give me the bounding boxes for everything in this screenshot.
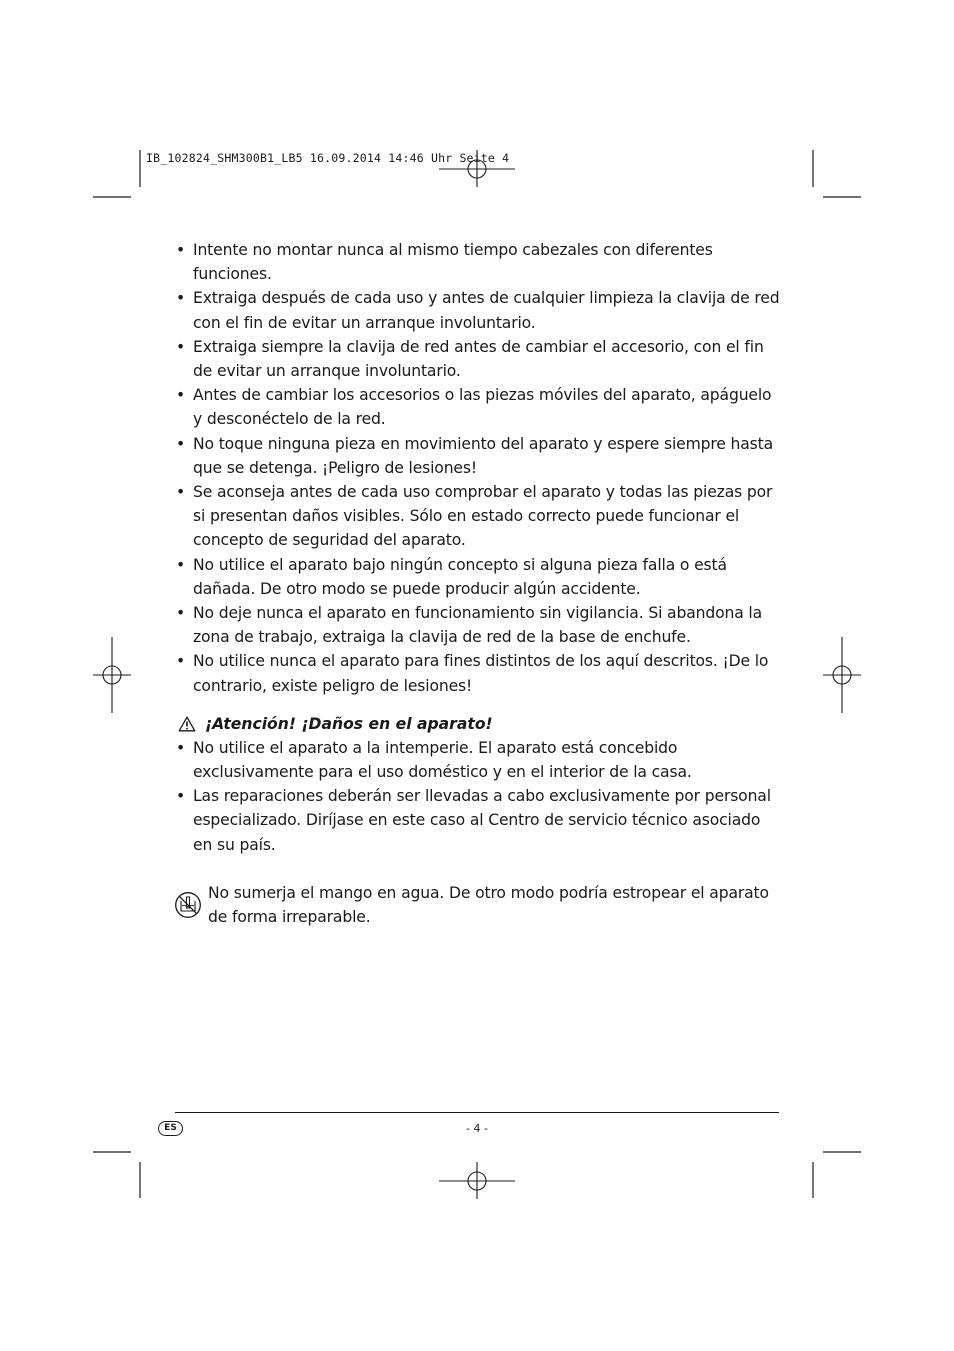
footer-divider — [175, 1112, 779, 1113]
list-item-text: Antes de cambiar los accesorios o las piezas móviles del aparato, apáguelo y desconéctelo de la red. — [193, 386, 772, 429]
list-item — [174, 480, 784, 553]
bullet-icon: • — [176, 337, 186, 356]
list-item — [174, 238, 784, 286]
list-item — [174, 601, 784, 649]
list-item-text: Extraiga después de cada uso y antes de cualquier limpieza la clavija de red con el fin de evitar un arranque involuntario. — [193, 289, 780, 332]
list-item — [174, 736, 784, 784]
list-item-text: No toque ninguna pieza en movimiento del aparato y espere siempre hasta que se detenga. ¡Peligro de lesiones! — [193, 434, 774, 477]
safety-list — [174, 238, 784, 698]
immersion-note — [174, 881, 784, 929]
bullet-icon: • — [176, 241, 186, 259]
bullet-icon: • — [176, 652, 186, 671]
list-item — [174, 553, 784, 601]
list-item-text: No utilice nunca el aparato para fines distintos de los aquí descritos. ¡De lo contrario, existe peligro de lesiones! — [193, 652, 769, 695]
note-text: No sumerja el mango en agua. De otro modo podría estropear el aparato de forma irreparable. — [208, 883, 769, 927]
list-item — [174, 335, 784, 383]
list-item-text: No utilice el aparato a la intemperie. El aparato está concebido exclusivamente para el uso doméstico y en el interior de la casa. — [193, 738, 692, 782]
bullet-icon: • — [176, 289, 186, 308]
list-item-text: Intente no montar nunca al mismo tiempo cabezales con diferentes funciones. — [193, 241, 713, 284]
warning-heading-text: ¡Atención! ¡Daños en el aparato! — [205, 714, 493, 733]
list-item — [174, 649, 784, 697]
list-item-text: No deje nunca el aparato en funcionamiento sin vigilancia. Si abandona la zona de trabajo, extraiga la clavija de red de la base de enchufe. — [193, 604, 763, 647]
bullet-icon: • — [176, 787, 186, 806]
list-item-text: No utilice el aparato bajo ningún concepto si alguna pieza falla o está dañada. De otro modo se puede producir algún accidente. — [193, 555, 727, 598]
page-content — [174, 238, 784, 929]
list-item-text: Se aconseja antes de cada uso comprobar el aparato y todas las piezas por si presentan daños visibles. Sólo en estado correcto puede funcionar el concepto de seguridad del aparato. — [193, 483, 773, 550]
list-item-text: Extraiga siempre la clavija de red antes de cambiar el accesorio, con el fin de evitar un arranque involuntario. — [193, 337, 764, 381]
warning-heading — [174, 712, 784, 736]
list-item — [174, 286, 784, 334]
list-item — [174, 383, 784, 431]
bullet-icon: • — [176, 386, 186, 405]
list-item — [174, 432, 784, 480]
bullet-icon: • — [176, 555, 186, 574]
list-item — [174, 784, 784, 857]
bullet-icon: • — [176, 434, 186, 453]
registration-mark-left — [93, 637, 131, 713]
language-badge: ES — [158, 1121, 183, 1136]
bullet-icon: • — [176, 738, 186, 757]
registration-mark-right — [823, 637, 861, 713]
list-item-text: Las reparaciones deberán ser llevadas a cabo exclusivamente por personal especializado. Diríjase en este caso al Centro de servicio técnico asociado en su país. — [193, 787, 771, 854]
warning-triangle-icon — [178, 716, 196, 732]
print-slug-header: IB_102824_SHM300B1_LB5 16.09.2014 14:46 Uhr Seite 4 — [146, 151, 510, 165]
warning-list — [174, 736, 784, 857]
registration-mark-bottom — [439, 1162, 515, 1199]
bullet-icon: • — [176, 483, 186, 502]
page-number: - 4 - — [466, 1122, 488, 1135]
no-water-immersion-icon — [174, 891, 202, 919]
bullet-icon: • — [176, 604, 186, 623]
